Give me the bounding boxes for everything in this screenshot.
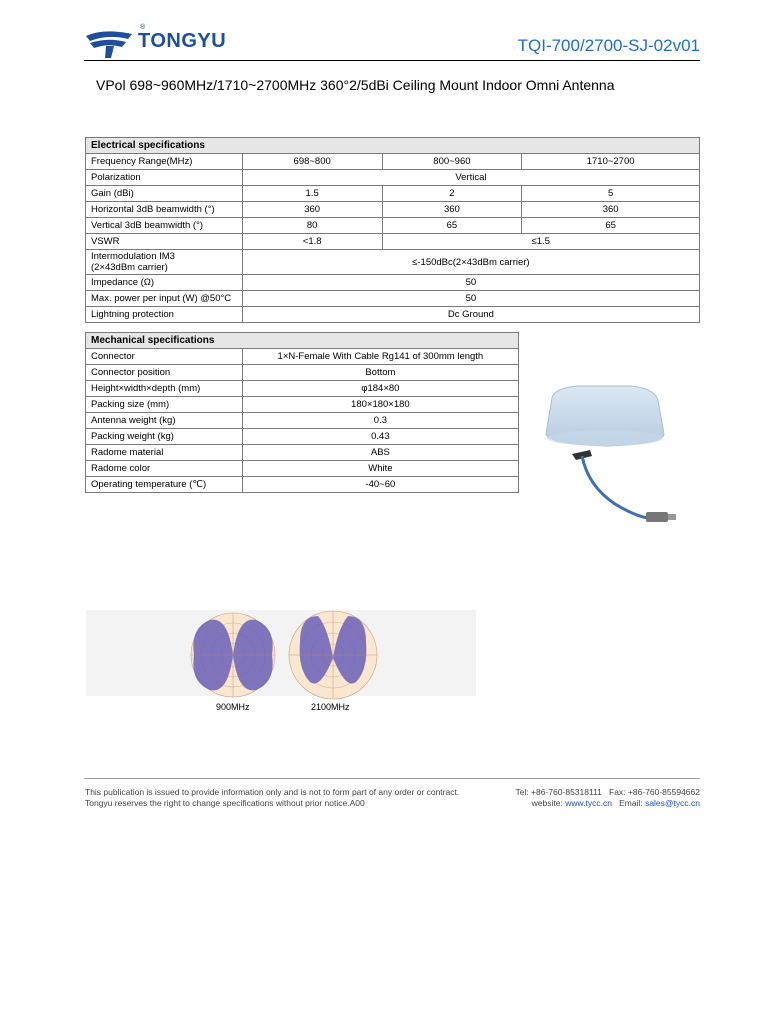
cell: 50 (242, 291, 699, 307)
website-label: website: (531, 798, 563, 808)
disclaimer-line-1: This publication is issued to provide information only and is not to form part of any order or contract. (85, 787, 460, 797)
row-label: Packing size (mm) (86, 397, 243, 413)
email-label: Email: (619, 798, 643, 808)
cell: Vertical (242, 170, 699, 186)
table-row (86, 154, 700, 170)
row-label: Connector (86, 349, 243, 365)
cell: <1.8 (242, 234, 382, 250)
telephone: Tel: +86-760-85318111 (515, 787, 602, 797)
cell: φ184×80 (242, 381, 518, 397)
cell: White (242, 461, 518, 477)
cell: -40~60 (242, 477, 518, 493)
table-section-header (86, 138, 700, 154)
cell: 698~800 (242, 154, 382, 170)
row-label: Operating temperature (℃) (86, 477, 243, 493)
website-link[interactable]: www.tycc.cn (565, 798, 612, 808)
cell: 2 (382, 186, 522, 202)
row-label: Max. power per input (W) @50°C (86, 291, 243, 307)
table-row (86, 234, 700, 250)
table-row (86, 202, 700, 218)
footer-contact (500, 787, 700, 809)
cell: 5 (522, 186, 700, 202)
im3-label-line2: (2×43dBm carrier) (91, 262, 168, 273)
footer-disclaimer (85, 787, 485, 809)
cell: 80 (242, 218, 382, 234)
cell: 0.3 (242, 413, 518, 429)
table-row (86, 170, 700, 186)
row-label: Radome color (86, 461, 243, 477)
table-row (86, 429, 519, 445)
cell: Bottom (242, 365, 518, 381)
mechanical-specs-table (85, 332, 519, 493)
email-link[interactable]: sales@tycc.cn (645, 798, 700, 808)
table-row (86, 397, 519, 413)
pattern-label-2100mhz: 2100MHz (311, 702, 350, 712)
table-row (86, 461, 519, 477)
table-row (86, 218, 700, 234)
table-row (86, 413, 519, 429)
cell: 360 (522, 202, 700, 218)
tongyu-swoosh-icon (84, 26, 136, 60)
antenna-product-image (530, 376, 688, 536)
cell: 360 (242, 202, 382, 218)
row-label: Packing weight (kg) (86, 429, 243, 445)
contact-web (500, 798, 700, 809)
cell: 65 (382, 218, 522, 234)
table-row (86, 349, 519, 365)
footer-divider (84, 778, 700, 779)
row-label: Impedance (Ω) (86, 275, 243, 291)
row-label: Antenna weight (kg) (86, 413, 243, 429)
cell: 1710~2700 (522, 154, 700, 170)
table-row (86, 250, 700, 275)
row-label: Horizontal 3dB beamwidth (°) (86, 202, 243, 218)
row-label: Gain (dBi) (86, 186, 243, 202)
cell: 180×180×180 (242, 397, 518, 413)
radiation-pattern-900mhz (188, 610, 278, 700)
document-code: TQI-700/2700-SJ-02v01 (517, 36, 700, 55)
cell: 1.5 (242, 186, 382, 202)
table-section-header (86, 333, 519, 349)
row-label: Height×width×depth (mm) (86, 381, 243, 397)
table-row (86, 291, 700, 307)
page-title: VPol 698~960MHz/1710~2700MHz 360°2/5dBi Ceiling Mount Indoor Omni Antenna (96, 77, 615, 93)
mechanical-section-title: Mechanical specifications (86, 333, 519, 349)
disclaimer-line-2: Tongyu reserves the right to change specifications without prior notice.A00 (85, 798, 365, 808)
registered-mark: ® (140, 24, 146, 31)
contact-phone (500, 787, 700, 798)
cell: 0.43 (242, 429, 518, 445)
cell: 800~960 (382, 154, 522, 170)
cell: 50 (242, 275, 699, 291)
table-row (86, 477, 519, 493)
row-label: Lightning protection (86, 307, 243, 323)
cell: Dc Ground (242, 307, 699, 323)
table-row (86, 186, 700, 202)
row-label: Radome material (86, 445, 243, 461)
tongyu-logo (84, 26, 264, 60)
cell: ABS (242, 445, 518, 461)
table-row (86, 445, 519, 461)
pattern-label-900mhz: 900MHz (216, 702, 250, 712)
cell: ≤1.5 (382, 234, 699, 250)
radiation-pattern-panel (86, 610, 476, 696)
table-row (86, 307, 700, 323)
electrical-section-title: Electrical specifications (86, 138, 700, 154)
table-row (86, 365, 519, 381)
im3-label-line1: Intermodulation IM3 (91, 251, 175, 262)
cell: 65 (522, 218, 700, 234)
cell: ≤-150dBc(2×43dBm carrier) (242, 250, 699, 275)
row-label: Frequency Range(MHz) (86, 154, 243, 170)
header-divider (84, 60, 700, 61)
table-row (86, 275, 700, 291)
cell: 1×N-Female With Cable Rg141 of 300mm length (242, 349, 518, 365)
row-label: Connector position (86, 365, 243, 381)
brand-name: TONGYU (138, 30, 227, 52)
fax: Fax: +86-760-85594662 (609, 787, 700, 797)
radiation-pattern-2100mhz (286, 608, 380, 702)
row-label (86, 250, 243, 275)
row-label: Polarization (86, 170, 243, 186)
electrical-specs-table (85, 137, 700, 323)
row-label: Vertical 3dB beamwidth (°) (86, 218, 243, 234)
row-label: VSWR (86, 234, 243, 250)
cell: 360 (382, 202, 522, 218)
table-row (86, 381, 519, 397)
